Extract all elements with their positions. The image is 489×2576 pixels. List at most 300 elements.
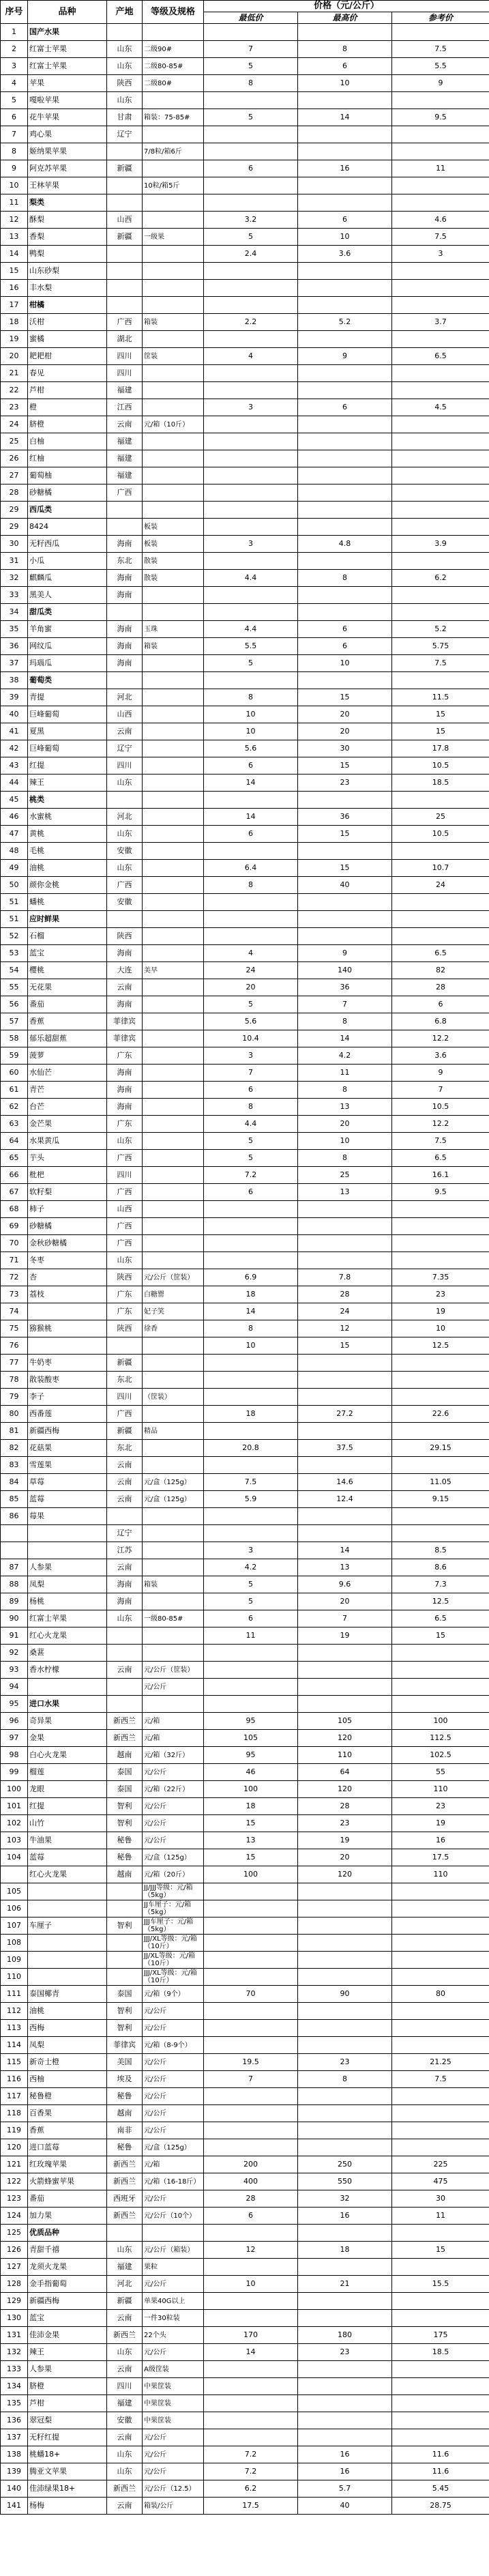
row-name: 龙须火龙果 [28, 2259, 107, 2276]
row-origin: 甘肃 [107, 109, 143, 126]
row-origin: 云南 [107, 1457, 143, 1474]
table-row [1, 775, 489, 792]
row-spec [143, 911, 204, 928]
row-no: 94 [1, 1679, 28, 1696]
table-row [1, 1218, 489, 1235]
row-low-price [204, 1935, 298, 1952]
row-low-price: 10.4 [204, 1030, 298, 1047]
row-ref-price [392, 263, 489, 280]
row-spec: 元/箱（20斤） [143, 1866, 204, 1883]
row-high-price [298, 1900, 392, 1917]
row-ref-price: 175 [392, 2327, 489, 2344]
row-no: 42 [1, 740, 28, 757]
row-name: 巨峰葡萄 [28, 706, 107, 723]
row-high-price: 13 [298, 1099, 392, 1116]
table-row [1, 621, 489, 638]
row-low-price [204, 331, 298, 348]
row-name: 黄桃 [28, 826, 107, 843]
row-low-price: 6 [204, 826, 298, 843]
row-low-price [204, 1662, 298, 1679]
row-origin: 云南 [107, 2429, 143, 2446]
row-name: 应时鲜果 [28, 911, 107, 928]
row-origin: 江苏 [107, 1542, 143, 1559]
row-high-price: 550 [298, 2173, 392, 2190]
row-low-price [204, 1525, 298, 1542]
row-name: 巨峰葡萄 [28, 740, 107, 757]
row-low-price [204, 672, 298, 689]
row-origin: 云南 [107, 1662, 143, 1679]
row-name [28, 1969, 107, 1986]
row-low-price [204, 1900, 298, 1917]
row-low-price [204, 143, 298, 160]
table-row [1, 2020, 489, 2037]
row-origin [107, 1627, 143, 1645]
row-ref-price: 24 [392, 877, 489, 894]
row-ref-price: 11 [392, 160, 489, 177]
row-origin: 云南 [107, 2498, 143, 2515]
row-name: 香水柠檬 [28, 1662, 107, 1679]
row-no: 96 [1, 1713, 28, 1730]
row-name: 枇杷 [28, 1167, 107, 1184]
row-ref-price: 10.5 [392, 757, 489, 775]
row-name: 砂糖橘 [28, 1218, 107, 1235]
row-low-price [204, 587, 298, 604]
row-ref-price: 9.5 [392, 109, 489, 126]
table-row [1, 1184, 489, 1201]
row-spec [143, 894, 204, 911]
row-ref-price: 19 [392, 1303, 489, 1320]
row-no: 40 [1, 706, 28, 723]
row-origin [107, 1645, 143, 1662]
row-ref-price [392, 843, 489, 860]
row-name: 佳沛绿果18+ [28, 2480, 107, 2498]
row-high-price: 32 [298, 2190, 392, 2208]
row-low-price: 8 [204, 1099, 298, 1116]
table-row [1, 2378, 489, 2395]
row-ref-price [392, 2361, 489, 2378]
row-ref-price [392, 1883, 489, 1900]
row-spec [143, 1355, 204, 1372]
row-origin: 山东 [107, 860, 143, 877]
table-row [1, 41, 489, 58]
row-no: 106 [1, 1900, 28, 1917]
row-origin: 海南 [107, 996, 143, 1013]
table-row [1, 143, 489, 160]
row-low-price: 5.6 [204, 740, 298, 757]
row-no: 100 [1, 1781, 28, 1798]
row-ref-price: 12.5 [392, 1593, 489, 1610]
row-name: 鸭梨 [28, 246, 107, 263]
row-ref-price [392, 1218, 489, 1235]
row-high-price [298, 416, 392, 433]
row-ref-price: 110 [392, 1866, 489, 1883]
row-ref-price: 9 [392, 75, 489, 92]
row-origin: 广东 [107, 1303, 143, 1320]
row-origin: 智利 [107, 2020, 143, 2037]
row-low-price [204, 1252, 298, 1269]
row-no: 101 [1, 1798, 28, 1815]
row-ref-price: 5.2 [392, 621, 489, 638]
row-low-price [204, 2020, 298, 2037]
table-row [1, 740, 489, 757]
row-ref-price: 10.7 [392, 860, 489, 877]
row-no: 140 [1, 2480, 28, 2498]
row-origin: 海南 [107, 1065, 143, 1082]
table-row [1, 365, 489, 382]
row-origin: 新西兰 [107, 1730, 143, 1747]
row-high-price: 12.4 [298, 1491, 392, 1508]
row-origin: 福建 [107, 2395, 143, 2412]
row-spec: 元/公斤 [143, 2003, 204, 2020]
row-high-price [298, 1389, 392, 1406]
row-no: 103 [1, 1832, 28, 1849]
row-low-price [204, 450, 298, 467]
row-high-price [298, 263, 392, 280]
row-low-price: 18 [204, 1798, 298, 1815]
row-ref-price [392, 2020, 489, 2037]
row-no: 97 [1, 1730, 28, 1747]
row-name: 羊角蜜 [28, 621, 107, 638]
row-name: 国产水果 [28, 24, 107, 41]
row-origin: 云南 [107, 1559, 143, 1576]
row-ref-price: 15 [392, 1627, 489, 1645]
table-row [1, 1798, 489, 1815]
row-no: 119 [1, 2122, 28, 2139]
row-ref-price: 19 [392, 1815, 489, 1832]
row-high-price: 15 [298, 689, 392, 706]
table-row [1, 2054, 489, 2071]
row-spec [143, 996, 204, 1013]
row-ref-price [392, 2225, 489, 2242]
row-spec [143, 212, 204, 229]
row-origin: 新疆 [107, 160, 143, 177]
row-no: 93 [1, 1662, 28, 1679]
row-high-price: 10 [298, 655, 392, 672]
row-ref-price [392, 1952, 489, 1969]
row-low-price [204, 297, 298, 314]
row-spec: 妃子笑 [143, 1303, 204, 1320]
row-name: 金果 [28, 1730, 107, 1747]
row-name: 苹果 [28, 75, 107, 92]
row-low-price: 6 [204, 2208, 298, 2225]
row-high-price: 40 [298, 2498, 392, 2515]
row-no: 123 [1, 2190, 28, 2208]
row-no: 79 [1, 1389, 28, 1406]
row-ref-price [392, 194, 489, 212]
row-high-price: 6 [298, 638, 392, 655]
row-name: 辣王 [28, 2344, 107, 2361]
row-no: 88 [1, 1576, 28, 1593]
row-origin: 菲律宾 [107, 1030, 143, 1047]
row-high-price: 36 [298, 809, 392, 826]
row-high-price: 20 [298, 706, 392, 723]
row-ref-price: 3.6 [392, 1047, 489, 1065]
row-spec [143, 1559, 204, 1576]
row-ref-price [392, 24, 489, 41]
row-no: 43 [1, 757, 28, 775]
row-ref-price: 10.5 [392, 826, 489, 843]
row-low-price: 7.2 [204, 1167, 298, 1184]
row-ref-price: 110 [392, 1781, 489, 1798]
row-name: 无籽红提 [28, 2429, 107, 2446]
row-no: 76 [1, 1337, 28, 1355]
table-row [1, 1355, 489, 1372]
row-spec: 徐香 [143, 1320, 204, 1337]
row-low-price: 6 [204, 160, 298, 177]
row-origin: 江西 [107, 399, 143, 416]
row-ref-price: 11 [392, 2208, 489, 2225]
row-high-price: 8 [298, 41, 392, 58]
row-name: 杨桃 [28, 1593, 107, 1610]
row-ref-price: 7.3 [392, 1576, 489, 1593]
table-row [1, 1593, 489, 1610]
row-spec: 箱装 [143, 1576, 204, 1593]
row-ref-price: 28 [392, 979, 489, 996]
row-name: 樱桃 [28, 962, 107, 979]
table-row [1, 2344, 489, 2361]
row-spec: 元/箱 [143, 1730, 204, 1747]
row-origin: 埃及 [107, 2071, 143, 2088]
row-ref-price [392, 2378, 489, 2395]
row-spec [143, 877, 204, 894]
row-spec: 元/箱（8-9个） [143, 2037, 204, 2054]
row-name: 无花果 [28, 979, 107, 996]
row-origin: 云南 [107, 2361, 143, 2378]
row-spec: 元/公斤 [143, 2020, 204, 2037]
table-row [1, 2139, 489, 2156]
row-no: 138 [1, 2446, 28, 2463]
row-low-price: 6 [204, 1082, 298, 1099]
table-row [1, 1610, 489, 1627]
row-high-price [298, 194, 392, 212]
row-low-price: 6 [204, 1184, 298, 1201]
row-name: 油桃 [28, 860, 107, 877]
row-origin: 四川 [107, 348, 143, 365]
row-no: 37 [1, 655, 28, 672]
row-high-price [298, 587, 392, 604]
row-low-price: 18 [204, 1406, 298, 1423]
row-high-price: 180 [298, 2327, 392, 2344]
row-name [28, 1883, 107, 1900]
table-row [1, 2208, 489, 2225]
row-high-price [298, 2293, 392, 2310]
row-spec [143, 1235, 204, 1252]
row-no: 30 [1, 536, 28, 553]
row-origin: 陕西 [107, 928, 143, 945]
row-origin [107, 1508, 143, 1525]
row-no: 105 [1, 1883, 28, 1900]
row-spec [143, 928, 204, 945]
row-name: 西梅 [28, 2020, 107, 2037]
row-no: 95 [1, 1696, 28, 1713]
row-high-price [298, 1508, 392, 1525]
row-low-price [204, 2139, 298, 2156]
row-no: 110 [1, 1969, 28, 1986]
row-origin: 山东 [107, 2446, 143, 2463]
row-ref-price [392, 519, 489, 536]
row-ref-price: 475 [392, 2173, 489, 2190]
row-name: 麒麟瓜 [28, 570, 107, 587]
row-name: 桑葚 [28, 1645, 107, 1662]
row-name: 软籽梨 [28, 1184, 107, 1201]
row-origin: 山东 [107, 2242, 143, 2259]
row-low-price: 105 [204, 1730, 298, 1747]
row-spec: 二级80-85# [143, 58, 204, 75]
row-spec: 元/公斤 [143, 1764, 204, 1781]
row-origin: 山东 [107, 2344, 143, 2361]
row-spec: 板装 [143, 519, 204, 536]
row-no: 91 [1, 1627, 28, 1645]
row-spec: 一级果 [143, 229, 204, 246]
table-row [1, 1372, 489, 1389]
row-ref-price: 11.5 [392, 689, 489, 706]
row-name: 进口水果 [28, 1696, 107, 1713]
row-no: 114 [1, 2037, 28, 2054]
row-name: 水果黄瓜 [28, 1133, 107, 1150]
table-row [1, 1337, 489, 1355]
table-row [1, 1099, 489, 1116]
row-no: 59 [1, 1047, 28, 1065]
row-origin: 智利 [107, 1917, 143, 1935]
row-low-price [204, 2225, 298, 2242]
row-low-price [204, 1457, 298, 1474]
row-ref-price: 17.8 [392, 740, 489, 757]
row-ref-price: 17.5 [392, 1849, 489, 1866]
row-name: 西柚 [28, 2071, 107, 2088]
row-ref-price: 11.6 [392, 2446, 489, 2463]
row-ref-price: 80 [392, 1986, 489, 2003]
row-spec [143, 1030, 204, 1047]
row-high-price: 28 [298, 1798, 392, 1815]
row-ref-price: 5.75 [392, 638, 489, 655]
row-low-price [204, 792, 298, 809]
row-high-price [298, 1917, 392, 1935]
table-row [1, 1969, 489, 1986]
table-row [1, 1150, 489, 1167]
row-low-price: 95 [204, 1713, 298, 1730]
row-ref-price [392, 1662, 489, 1679]
row-ref-price: 11.05 [392, 1474, 489, 1491]
row-origin [107, 672, 143, 689]
row-high-price: 6 [298, 399, 392, 416]
row-ref-price: 30 [392, 2190, 489, 2208]
row-spec: 元/箱（9个） [143, 1986, 204, 2003]
row-no: 99 [1, 1764, 28, 1781]
row-origin [107, 1679, 143, 1696]
row-high-price [298, 911, 392, 928]
table-row [1, 1747, 489, 1764]
table-row [1, 2276, 489, 2293]
row-origin: 东北 [107, 1440, 143, 1457]
row-spec: 元/公斤 [143, 2446, 204, 2463]
row-high-price [298, 1662, 392, 1679]
row-name: 西番莲 [28, 1406, 107, 1423]
table-row [1, 1508, 489, 1525]
row-high-price [298, 1525, 392, 1542]
row-high-price: 8 [298, 1013, 392, 1030]
row-name: 冬枣 [28, 1252, 107, 1269]
row-name: 姬纳果苹果 [28, 143, 107, 160]
row-ref-price [392, 792, 489, 809]
row-origin: 广西 [107, 1218, 143, 1235]
row-no: 10 [1, 177, 28, 194]
row-low-price: 4.4 [204, 570, 298, 587]
row-name [28, 1900, 107, 1917]
row-spec: JJJ/XL等级：元/箱（10斤） [143, 1969, 204, 1986]
row-name: 蓝莓 [28, 1849, 107, 1866]
row-spec: 板装 [143, 536, 204, 553]
row-high-price [298, 2139, 392, 2156]
row-spec [143, 860, 204, 877]
row-name: 香蕉 [28, 2122, 107, 2139]
table-row [1, 109, 489, 126]
row-no: 48 [1, 843, 28, 860]
table-row [1, 1065, 489, 1082]
row-ref-price: 3.7 [392, 314, 489, 331]
row-name: 脐橙 [28, 416, 107, 433]
row-name: 白柚 [28, 433, 107, 450]
row-ref-price [392, 143, 489, 160]
row-spec: 元/箱（22斤） [143, 1781, 204, 1798]
row-no: 18 [1, 314, 28, 331]
row-low-price: 15 [204, 1815, 298, 1832]
row-low-price: 7 [204, 1065, 298, 1082]
row-no: 23 [1, 399, 28, 416]
table-row [1, 1542, 489, 1559]
row-spec: 元/公斤（箱装） [143, 2242, 204, 2259]
row-ref-price: 6.8 [392, 1013, 489, 1030]
row-name: 黑美人 [28, 587, 107, 604]
row-origin: 陕西 [107, 1320, 143, 1337]
row-ref-price [392, 365, 489, 382]
row-low-price [204, 433, 298, 450]
row-name: 油桃 [28, 2003, 107, 2020]
row-high-price: 23 [298, 775, 392, 792]
row-no: 32 [1, 570, 28, 587]
table-row [1, 2429, 489, 2446]
row-spec [143, 1525, 204, 1542]
row-high-price: 13 [298, 1184, 392, 1201]
row-high-price: 7 [298, 1610, 392, 1627]
table-row [1, 1917, 489, 1935]
row-ref-price [392, 2412, 489, 2429]
row-name: 红富士苹果 [28, 1610, 107, 1627]
row-origin: 广东 [107, 1047, 143, 1065]
row-low-price [204, 2003, 298, 2020]
row-high-price [298, 433, 392, 450]
row-no: 66 [1, 1167, 28, 1184]
row-spec [143, 1457, 204, 1474]
row-origin: 山东 [107, 58, 143, 75]
row-origin: 秘鲁 [107, 2139, 143, 2156]
row-spec: 元/公斤 [143, 2088, 204, 2105]
table-row [1, 92, 489, 109]
row-ref-price [392, 2293, 489, 2310]
row-low-price: 14 [204, 809, 298, 826]
row-spec [143, 1065, 204, 1082]
row-origin: 陕西 [107, 1269, 143, 1286]
table-row [1, 2225, 489, 2242]
row-no: 25 [1, 433, 28, 450]
row-spec [143, 1201, 204, 1218]
row-no: 14 [1, 246, 28, 263]
row-spec: 中果筐装 [143, 2412, 204, 2429]
row-ref-price [392, 1935, 489, 1952]
table-row [1, 1082, 489, 1099]
row-no: 128 [1, 2276, 28, 2293]
row-spec: 元/公斤（筐装） [143, 1269, 204, 1286]
row-low-price: 5 [204, 109, 298, 126]
